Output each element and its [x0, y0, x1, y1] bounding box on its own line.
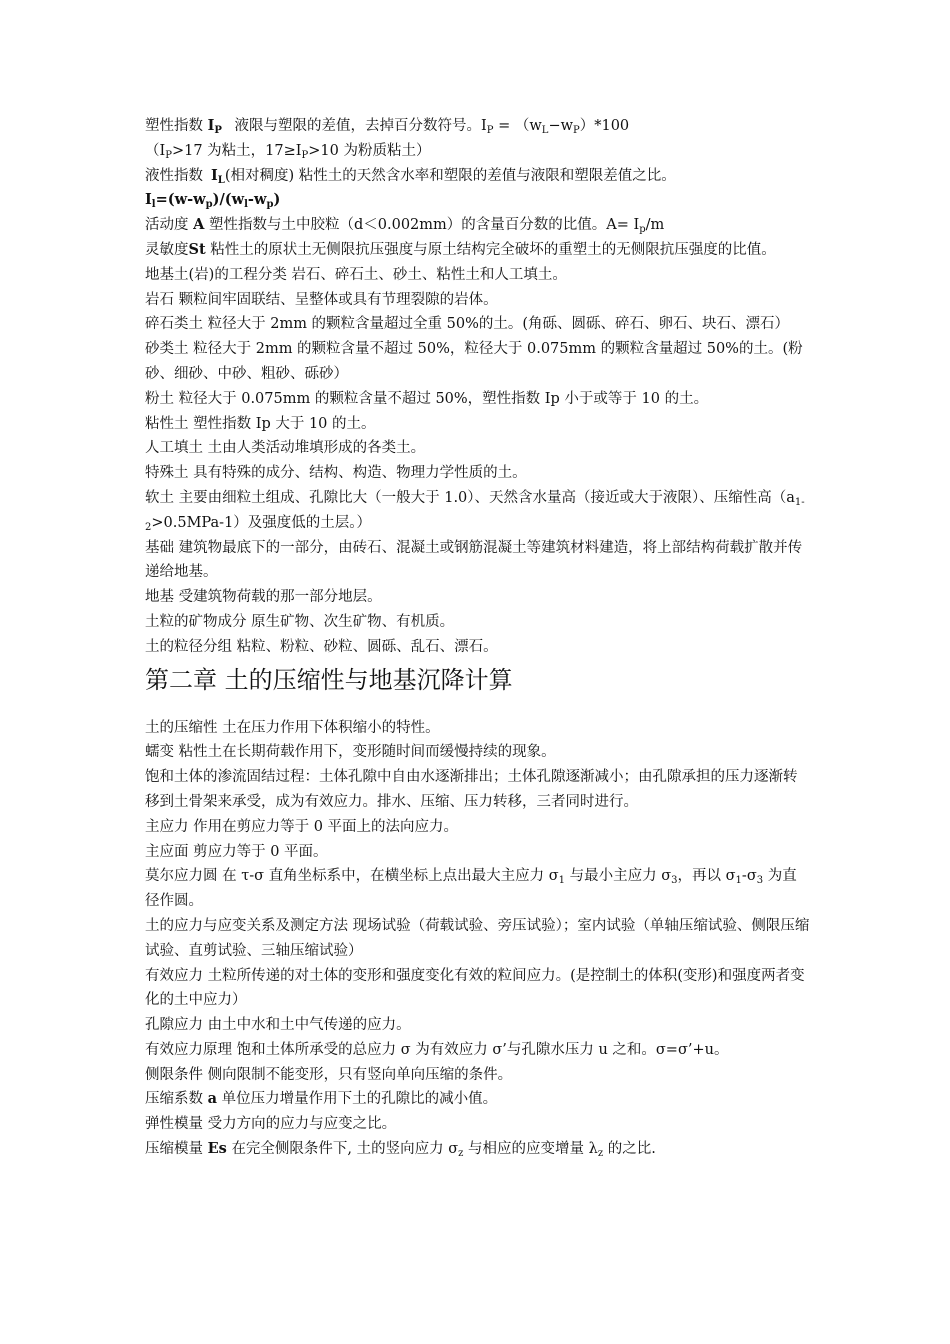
formula-subscript: P [486, 125, 494, 136]
formula-text: -w [247, 191, 267, 209]
term-label: 压缩模量 [145, 1141, 203, 1158]
paragraph-compression-coefficient [145, 1087, 810, 1112]
paragraph-minerals: 土粒的矿物成分 原生矿物、次生矿物、有机质。 [145, 613, 455, 630]
paragraph-classification: 地基土(岩)的工程分类 岩石、碎石土、砂土、粘性土和人工填土。 [145, 266, 567, 283]
subscript: z [458, 1148, 464, 1160]
subscript: 3 [671, 875, 678, 887]
formula-text: )/(w [212, 191, 245, 209]
paragraph-grain-groups: 土的粒径分组 粘粒、粉粒、砂粒、圆砾、乱石、漂石。 [145, 638, 498, 655]
text-fragment: >10 为粉质粘土） [308, 142, 431, 159]
paragraph-principal-stress: 主应力 作用在剪应力等于 0 平面上的法向应力。 [145, 818, 459, 835]
term-label: 塑性指数 [145, 118, 203, 134]
symbol: A [193, 216, 205, 234]
text-fragment: 与最小主应力 σ [565, 868, 672, 885]
subscript: z [597, 1148, 604, 1160]
paragraph-activity [145, 213, 810, 238]
paragraph-plasticity-index [145, 114, 810, 139]
paragraph-effective-stress-principle: 有效应力原理 饱和土体所承受的总应力 σ 为有效应力 σ’与孔隙水压力 u 之和。σ=σ’+u。 [145, 1041, 729, 1058]
symbol: a [207, 1090, 218, 1108]
symbol: I [211, 166, 218, 184]
text-fragment: 为直径作圆。 [145, 868, 797, 910]
paragraph-clay: 粘性土 塑性指数 Ip 大于 10 的土。 [145, 415, 376, 432]
text-fragment: >17 为粘土，17≥I [171, 142, 302, 159]
paragraph-compression-modulus [145, 1137, 810, 1162]
symbol-subscript: L [217, 174, 225, 186]
paragraph-compressibility: 土的压缩性 土在压力作用下体积缩小的特性。 [145, 719, 440, 736]
paragraph-rock: 岩石 颗粒间牢固联结、呈整体或具有节理裂隙的岩体。 [145, 291, 498, 308]
subscript: 1 [735, 875, 742, 887]
paragraph-plasticity-range [145, 139, 810, 164]
formula-text: I [145, 191, 152, 209]
paragraph-lateral-confinement: 侧限条件 侧向限制不能变形，只有竖向单向压缩的条件。 [145, 1066, 513, 1083]
formula-text: =(w-w [155, 191, 206, 209]
symbol: Es [207, 1140, 227, 1158]
text-fragment: 的之比. [603, 1141, 656, 1158]
definition-text: 液限与塑限的差值，去掉百分数符号。 [234, 118, 482, 134]
paragraph-creep: 蠕变 粘性土在长期荷载作用下，变形随时间而缓慢持续的现象。 [145, 744, 556, 761]
formula-text: ) [273, 191, 281, 209]
formula-text: = （w [493, 118, 542, 134]
text-fragment: 与相应的应变增量 λ [463, 1141, 598, 1158]
text-fragment: >0.5MPa-1）及强度低的土层。） [151, 514, 372, 531]
paragraph-consolidation: 饱和土体的渗流固结过程：土体孔隙中自由水逐渐排出；土体孔隙逐渐减小；由孔隙承担的压力逐渐转移到土骨架来承受，成为有效应力。排水、压缩、压力转移，三者同时进行。 [145, 769, 798, 810]
paragraph-stress-strain: 土的应力与应变关系及测定方法 现场试验（荷载试验、旁压试验）；室内试验（单轴压缩试验、侧限压缩试验、直剪试验、三轴压缩试验） [145, 917, 810, 959]
formula-subscript: l [151, 199, 156, 211]
paragraph-sand-soil: 砂类土 粒径大于 2mm 的颗粒含量不超过 50%，粒径大于 0.075mm 的颗粒含量超过 50%的土。(粉砂、细砂、中砂、粗砂、砾砂） [145, 341, 803, 382]
paragraph-effective-stress: 有效应力 土粒所传递的对土体的变形和强度变化有效的粒间应力。(是控制土的体积(变形)和强度两者变化的土中应力） [145, 967, 805, 1009]
subscript: p [639, 224, 646, 236]
text-fragment: /m [645, 217, 665, 234]
paragraph-foundation: 基础 建筑物最底下的一部分，由砖石、混凝土或钢筋混凝土等建筑材料建造，将上部结构荷载扩散并传递给地基。 [145, 539, 803, 581]
text-fragment: 莫尔应力圆 在 τ-σ 直角坐标系中，在横坐标上点出最大主应力 σ [145, 868, 559, 885]
term-label: 灵敏度 [145, 241, 189, 258]
symbol-subscript: P [214, 125, 222, 136]
formula-subscript: p [266, 199, 274, 211]
formula-subscript: p [205, 199, 213, 211]
formula-subscript: P [573, 125, 580, 136]
paragraph-soft-soil [145, 486, 810, 536]
text-fragment: -σ [741, 868, 757, 885]
formula-subscript: l [244, 199, 248, 211]
text-fragment: ，再以 σ [677, 868, 736, 885]
subscript: P [301, 149, 309, 161]
term-label: 活动度 [145, 217, 189, 234]
paragraph-mohr-circle [145, 864, 810, 914]
paragraph-silt: 粉土 粒径大于 0.075mm 的颗粒含量不超过 50%，塑性指数 Ip 小于或等于 10 的土。 [145, 390, 709, 407]
term-label: 液性指数 [145, 167, 203, 184]
term-label: 压缩系数 [145, 1091, 203, 1108]
subscript: 1-2 [145, 496, 805, 533]
symbol: I [207, 117, 215, 134]
definition-text: 单位压力增量作用下土的孔隙比的减小值。 [221, 1091, 498, 1108]
text-fragment: （I [145, 142, 166, 159]
paragraph-elastic-modulus: 弹性模量 受力方向的应力与应变之比。 [145, 1116, 397, 1133]
definition-text: 粘性土的原状土无侧限抗压强度与原土结构完全破坏的重塑土的无侧限抗压强度的比值。 [210, 241, 776, 258]
formula-subscript: L [541, 125, 549, 136]
paragraph-sensitivity [145, 238, 810, 263]
paragraph-gravel-soil: 碎石类土 粒径大于 2mm 的颗粒含量超过全重 50%的土。(角砾、圆砾、碎石、卵石、块石、漂石） [145, 316, 790, 333]
paragraph-pore-stress: 孔隙应力 由土中水和土中气传递的应力。 [145, 1017, 411, 1034]
definition-text: 塑性指数与土中胶粒（d＜0.002mm）的含量百分数的比值。A= I [208, 217, 640, 234]
paragraph-principal-plane: 主应面 剪应力等于 0 平面。 [145, 843, 328, 860]
paragraph-liquidity-index [145, 164, 810, 189]
subscript: 3 [756, 875, 764, 887]
formula-text: ）*100 [579, 118, 630, 134]
formula-liquidity-index [145, 188, 810, 213]
paragraph-special-soil: 特殊土 具有特殊的成分、结构、构造、物理力学性质的土。 [145, 465, 527, 482]
formula-text: −w [548, 118, 573, 134]
symbol: St [188, 240, 206, 258]
document-body [145, 114, 810, 1162]
text-fragment: 在完全侧限条件下, 土的竖向应力 σ [231, 1141, 459, 1158]
subscript: P [165, 149, 172, 161]
paragraph-fill: 人工填土 土由人类活动堆填形成的各类土。 [145, 440, 426, 457]
text-fragment: 软土 主要由细粒土组成、孔隙比大（一般大于 1.0）、天然含水量高（接近或大于液限）、压缩性高（a [145, 489, 795, 506]
formula-text: I [481, 118, 487, 134]
paragraph-subgrade: 地基 受建筑物荷载的那一部分地层。 [145, 589, 382, 606]
definition-text: (相对稠度) 粘性土的天然含水率和塑限的差值与液限和塑限差值之比。 [224, 167, 676, 184]
subscript: 1 [558, 875, 566, 887]
chapter-heading: 第二章 土的压缩性与地基沉降计算 [145, 665, 513, 694]
